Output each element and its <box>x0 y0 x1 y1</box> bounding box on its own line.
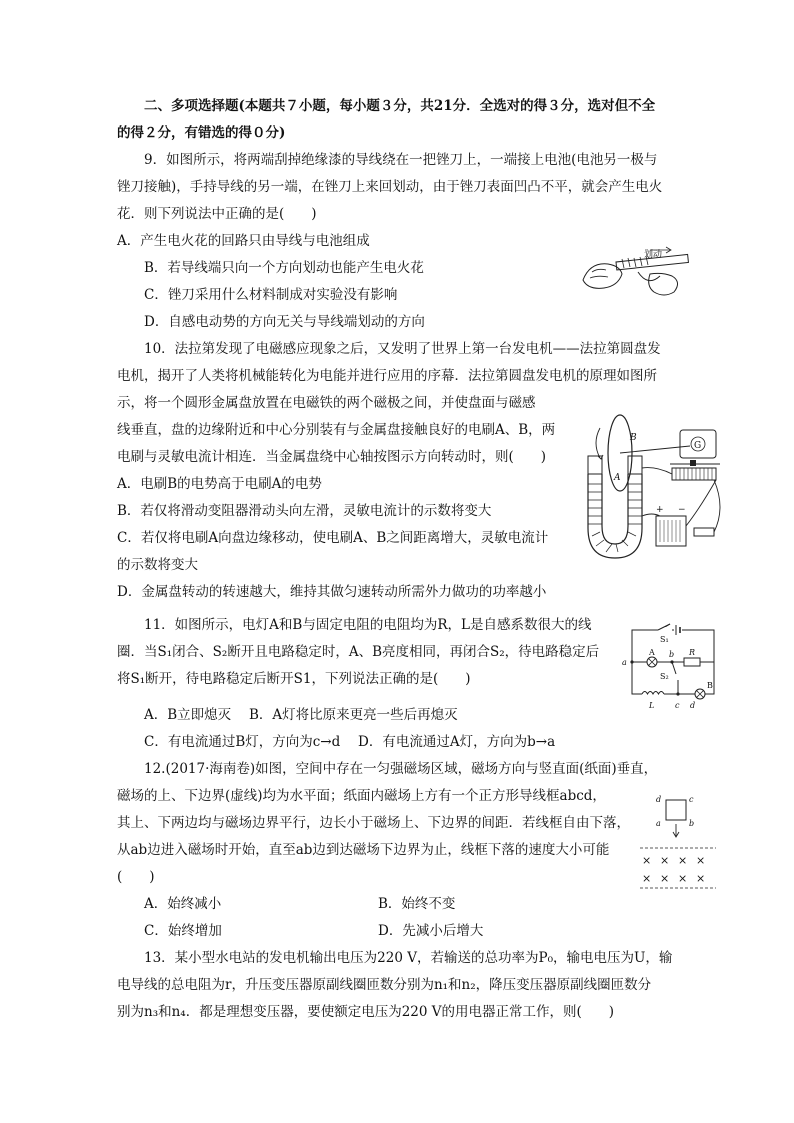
q11-stem-line2: 圈．当S₁闭合、S₂断开且电路稳定时，A、B亮度相同，再闭合S₂，待电路稳定后 <box>117 644 600 660</box>
q11-options-ab: A．B立即熄灭 B．A灯将比原来更亮一些后再熄灭 <box>144 707 458 723</box>
q11-options-cd: C．有电流通过B灯，方向为c→d D．有电流通过A灯，方向为b→a <box>144 734 556 750</box>
q12-field-cross-3: × <box>678 854 688 867</box>
section-title-line1: 二、多项选择题(本题共７小题，每小题３分，共21分．全选对的得３分，选对但不全 <box>144 98 656 114</box>
q9-stem-line3: 花．则下列说法中正确的是( ) <box>117 206 317 222</box>
q11-node-d-label: d <box>690 701 696 710</box>
q12-field-cross-6: × <box>660 872 670 885</box>
q10-stem-line5: 电刷与灵敏电流计相连．当金属盘绕中心轴按图示方向转动时，则( ) <box>117 449 547 465</box>
q10-stem-line3: 示，将一个圆形金属盘放置在电磁铁的两个磁极之间，并使盘面与磁感 <box>117 395 536 411</box>
q12-corner-d-label: d <box>656 795 662 804</box>
q10-option-c-line1: C．若仅将电刷A向盘边缘移动，使电刷A、B之间距离增大，灵敏电流计 <box>117 530 549 546</box>
q10-battery-plus-label: + <box>656 505 664 515</box>
q11-lamp-a-label: A <box>649 648 655 657</box>
q11-circuit-figure <box>620 622 722 710</box>
q10-stem-line4: 线垂直，盘的边缘附近和中心分别装有与金属盘接触良好的电刷A、B，两 <box>117 422 556 438</box>
q11-node-c-label: c <box>675 701 680 710</box>
q10-disk-generator-figure <box>570 408 730 578</box>
q12-option-d: D．先减小后增大 <box>378 923 484 939</box>
q10-option-b: B．若仅将滑动变阻器滑动头向左滑，灵敏电流计的示数将变大 <box>117 503 492 519</box>
q13-stem-line1: 13．某小型水电站的发电机输出电压为220 V，若输送的总功率为P₀，输电电压为U，输 <box>144 950 673 966</box>
q12-stem-line4: 从ab边进入磁场时开始，直至ab边到达磁场下边界为止，线框下落的速度大小可能 <box>117 842 610 858</box>
q9-option-c: C．锉刀采用什么材料制成对实验没有影响 <box>144 287 398 303</box>
q11-stem-line1: 11．如图所示，电灯A和B与固定电阻的电阻均为R，L是自感系数很大的线 <box>144 617 592 633</box>
q12-field-cross-5: × <box>642 872 652 885</box>
q10-galvanometer-label: G <box>694 441 702 451</box>
q9-fig-label: 划动 <box>644 250 663 260</box>
q10-brush-a-label: A <box>614 473 621 483</box>
q12-field-cross-2: × <box>660 854 670 867</box>
q12-corner-c-label: c <box>689 795 694 804</box>
q12-magnetic-field-figure <box>636 790 720 890</box>
q10-brush-b-label: B <box>630 433 637 443</box>
q11-stem-line3: 将S₁断开，待电路稳定后断开S1，下列说法正确的是( ) <box>117 671 471 687</box>
q10-battery-minus-label: − <box>678 505 686 515</box>
q10-stem-line2: 电机，揭开了人类将机械能转化为电能并进行应用的序幕．法拉第圆盘发电机的原理如图所 <box>117 368 657 384</box>
q12-corner-a-label: a <box>656 819 661 828</box>
q12-stem-line3: 其上、下两边均与磁场边界平行，边长小于磁场上、下边界的间距．若线框自由下落， <box>117 815 630 831</box>
q10-stem-line1: 10．法拉第发现了电磁感应现象之后，又发明了世界上第一台发电机——法拉第圆盘发 <box>144 341 661 357</box>
q12-option-b: B．始终不变 <box>378 896 456 912</box>
q11-node-b-label: b <box>669 650 675 659</box>
q11-resistor-label: R <box>689 648 696 657</box>
q12-corner-b-label: b <box>689 819 695 828</box>
q9-option-a: A．产生电火花的回路只由导线与电池组成 <box>117 233 370 249</box>
section-title-line2: 的得２分，有错选的得０分) <box>117 125 286 141</box>
q12-field-cross-4: × <box>696 854 706 867</box>
q12-stem-line1: 12.(2017·海南卷)如图，空间中存在一匀强磁场区域，磁场方向与竖直面(纸面)垂直， <box>144 761 658 777</box>
q11-node-a-label: a <box>622 658 627 667</box>
q9-option-b: B．若导线端只向一个方向划动也能产生电火花 <box>144 260 424 276</box>
q11-s1-label: S₁ <box>660 635 669 644</box>
q11-lamp-b-label: B <box>707 681 713 690</box>
q11-s2-label: S₂ <box>660 672 669 681</box>
q12-field-cross-1: × <box>642 854 652 867</box>
q12-option-c: C．始终增加 <box>144 923 222 939</box>
q12-option-a: A．始终减小 <box>144 896 222 912</box>
q13-stem-line2: 电导线的总电阻为r，升压变压器原副线圈匝数分别为n₁和n₂，降压变压器原副线圈匝数分 <box>117 977 652 993</box>
q13-stem-line3: 别为n₃和n₄．都是理想变压器，要使额定电压为220 V的用电器正常工作，则( ) <box>117 1004 615 1020</box>
q9-file-figure <box>578 242 698 300</box>
q12-stem-line5: ( ) <box>117 869 155 885</box>
q12-stem-line2: 磁场的上、下边界(虚线)均为水平面；纸面内磁场上方有一个正方形导线框abcd， <box>117 788 606 804</box>
q10-option-d: D．金属盘转动的转速越大，维持其做匀速转动所需外力做功的功率越小 <box>117 584 547 600</box>
q9-option-d: D．自感电动势的方向无关与导线端划动的方向 <box>144 314 425 330</box>
q10-option-c-line2: 的示数将变大 <box>117 557 198 573</box>
q10-option-a: A．电刷B的电势高于电刷A的电势 <box>117 476 322 492</box>
q12-field-cross-8: × <box>696 872 706 885</box>
q11-inductor-label: L <box>649 701 655 710</box>
q9-stem-line1: 9．如图所示，将两端刮掉绝缘漆的导线绕在一把锉刀上，一端接上电池(电池另一极与 <box>144 152 658 168</box>
q9-stem-line2: 锉刀接触)，手持导线的另一端，在锉刀上来回划动，由于锉刀表面凹凸不平，就会产生电火 <box>117 179 663 195</box>
q12-field-cross-7: × <box>678 872 688 885</box>
